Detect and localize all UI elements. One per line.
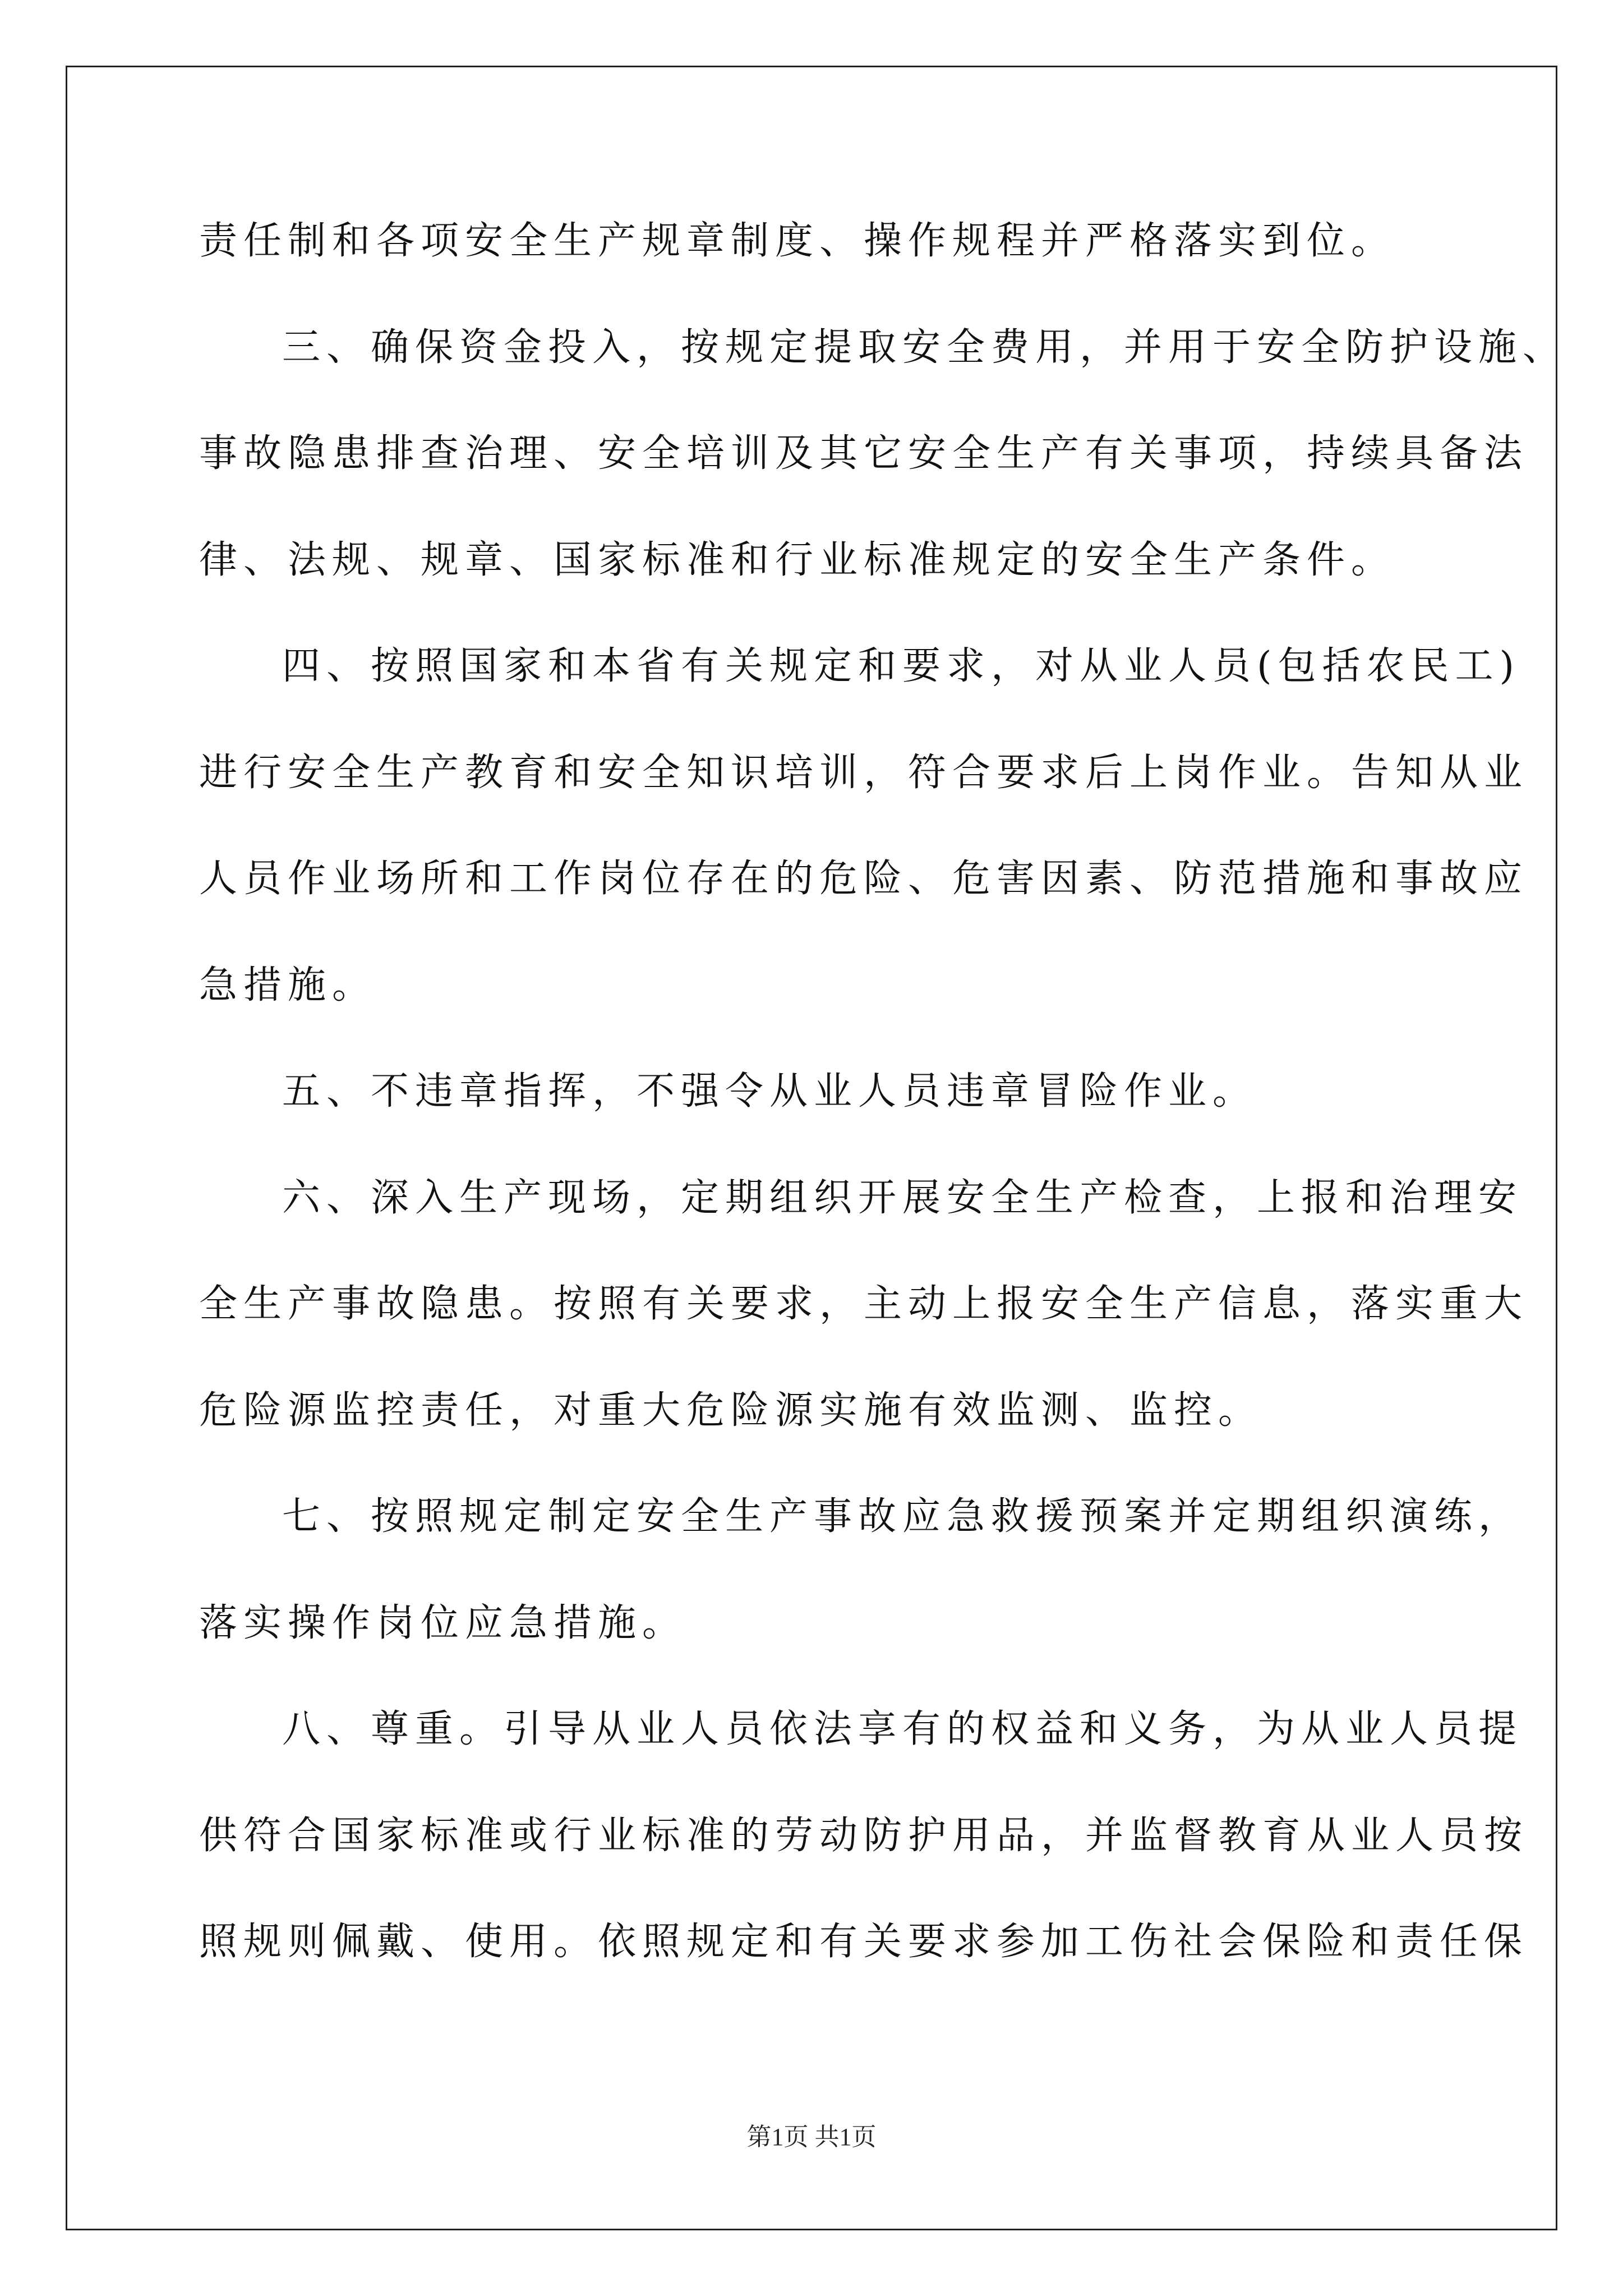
text-line-5: 四、按照国家和本省有关规定和要求，对从业人员(包括农民工) <box>282 644 1521 688</box>
document-body <box>199 213 1567 2021</box>
text-line-12: 危险源监控责任，对重大危险源实施有效监测、监控。 <box>199 1388 1263 1433</box>
text-line-11: 全生产事故隐患。按照有关要求，主动上报安全生产信息，落实重大 <box>199 1282 1529 1326</box>
text-line-14: 落实操作岗位应急措施。 <box>199 1600 687 1645</box>
text-line-10: 六、深入生产现场，定期组织开展安全生产检查，上报和治理安 <box>282 1175 1523 1220</box>
text-line-15: 八、尊重。引导从业人员依法享有的权益和义务，为从业人员提 <box>282 1707 1523 1751</box>
text-line-16: 供符合国家标准或行业标准的劳动防护用品，并监督教育从业人员按 <box>199 1813 1529 1858</box>
text-line-1: 责任制和各项安全生产规章制度、操作规程并严格落实到位。 <box>199 219 1396 263</box>
text-line-3: 事故隐患排查治理、安全培训及其它安全生产有关事项，持续具备法 <box>199 431 1529 476</box>
text-line-13: 七、按照规定制定安全生产事故应急救援预案并定期组织演练， <box>282 1494 1523 1539</box>
text-line-9: 五、不违章指挥，不强令从业人员违章冒险作业。 <box>282 1069 1257 1114</box>
page-number-footer: 第1页 共1页 <box>746 2123 877 2151</box>
text-line-4: 律、法规、规章、国家标准和行业标准规定的安全生产条件。 <box>199 537 1396 582</box>
text-line-8: 急措施。 <box>199 963 377 1007</box>
text-line-2: 三、确保资金投入，按规定提取安全费用，并用于安全防护设施、 <box>282 325 1567 370</box>
text-line-6: 进行安全生产教育和安全知识培训，符合要求后上岗作业。告知从业 <box>199 750 1529 795</box>
text-line-17: 照规则佩戴、使用。依照规定和有关要求参加工伤社会保险和责任保 <box>199 1920 1529 1964</box>
text-line-7: 人员作业场所和工作岗位存在的危险、危害因素、防范措施和事故应 <box>199 857 1529 901</box>
